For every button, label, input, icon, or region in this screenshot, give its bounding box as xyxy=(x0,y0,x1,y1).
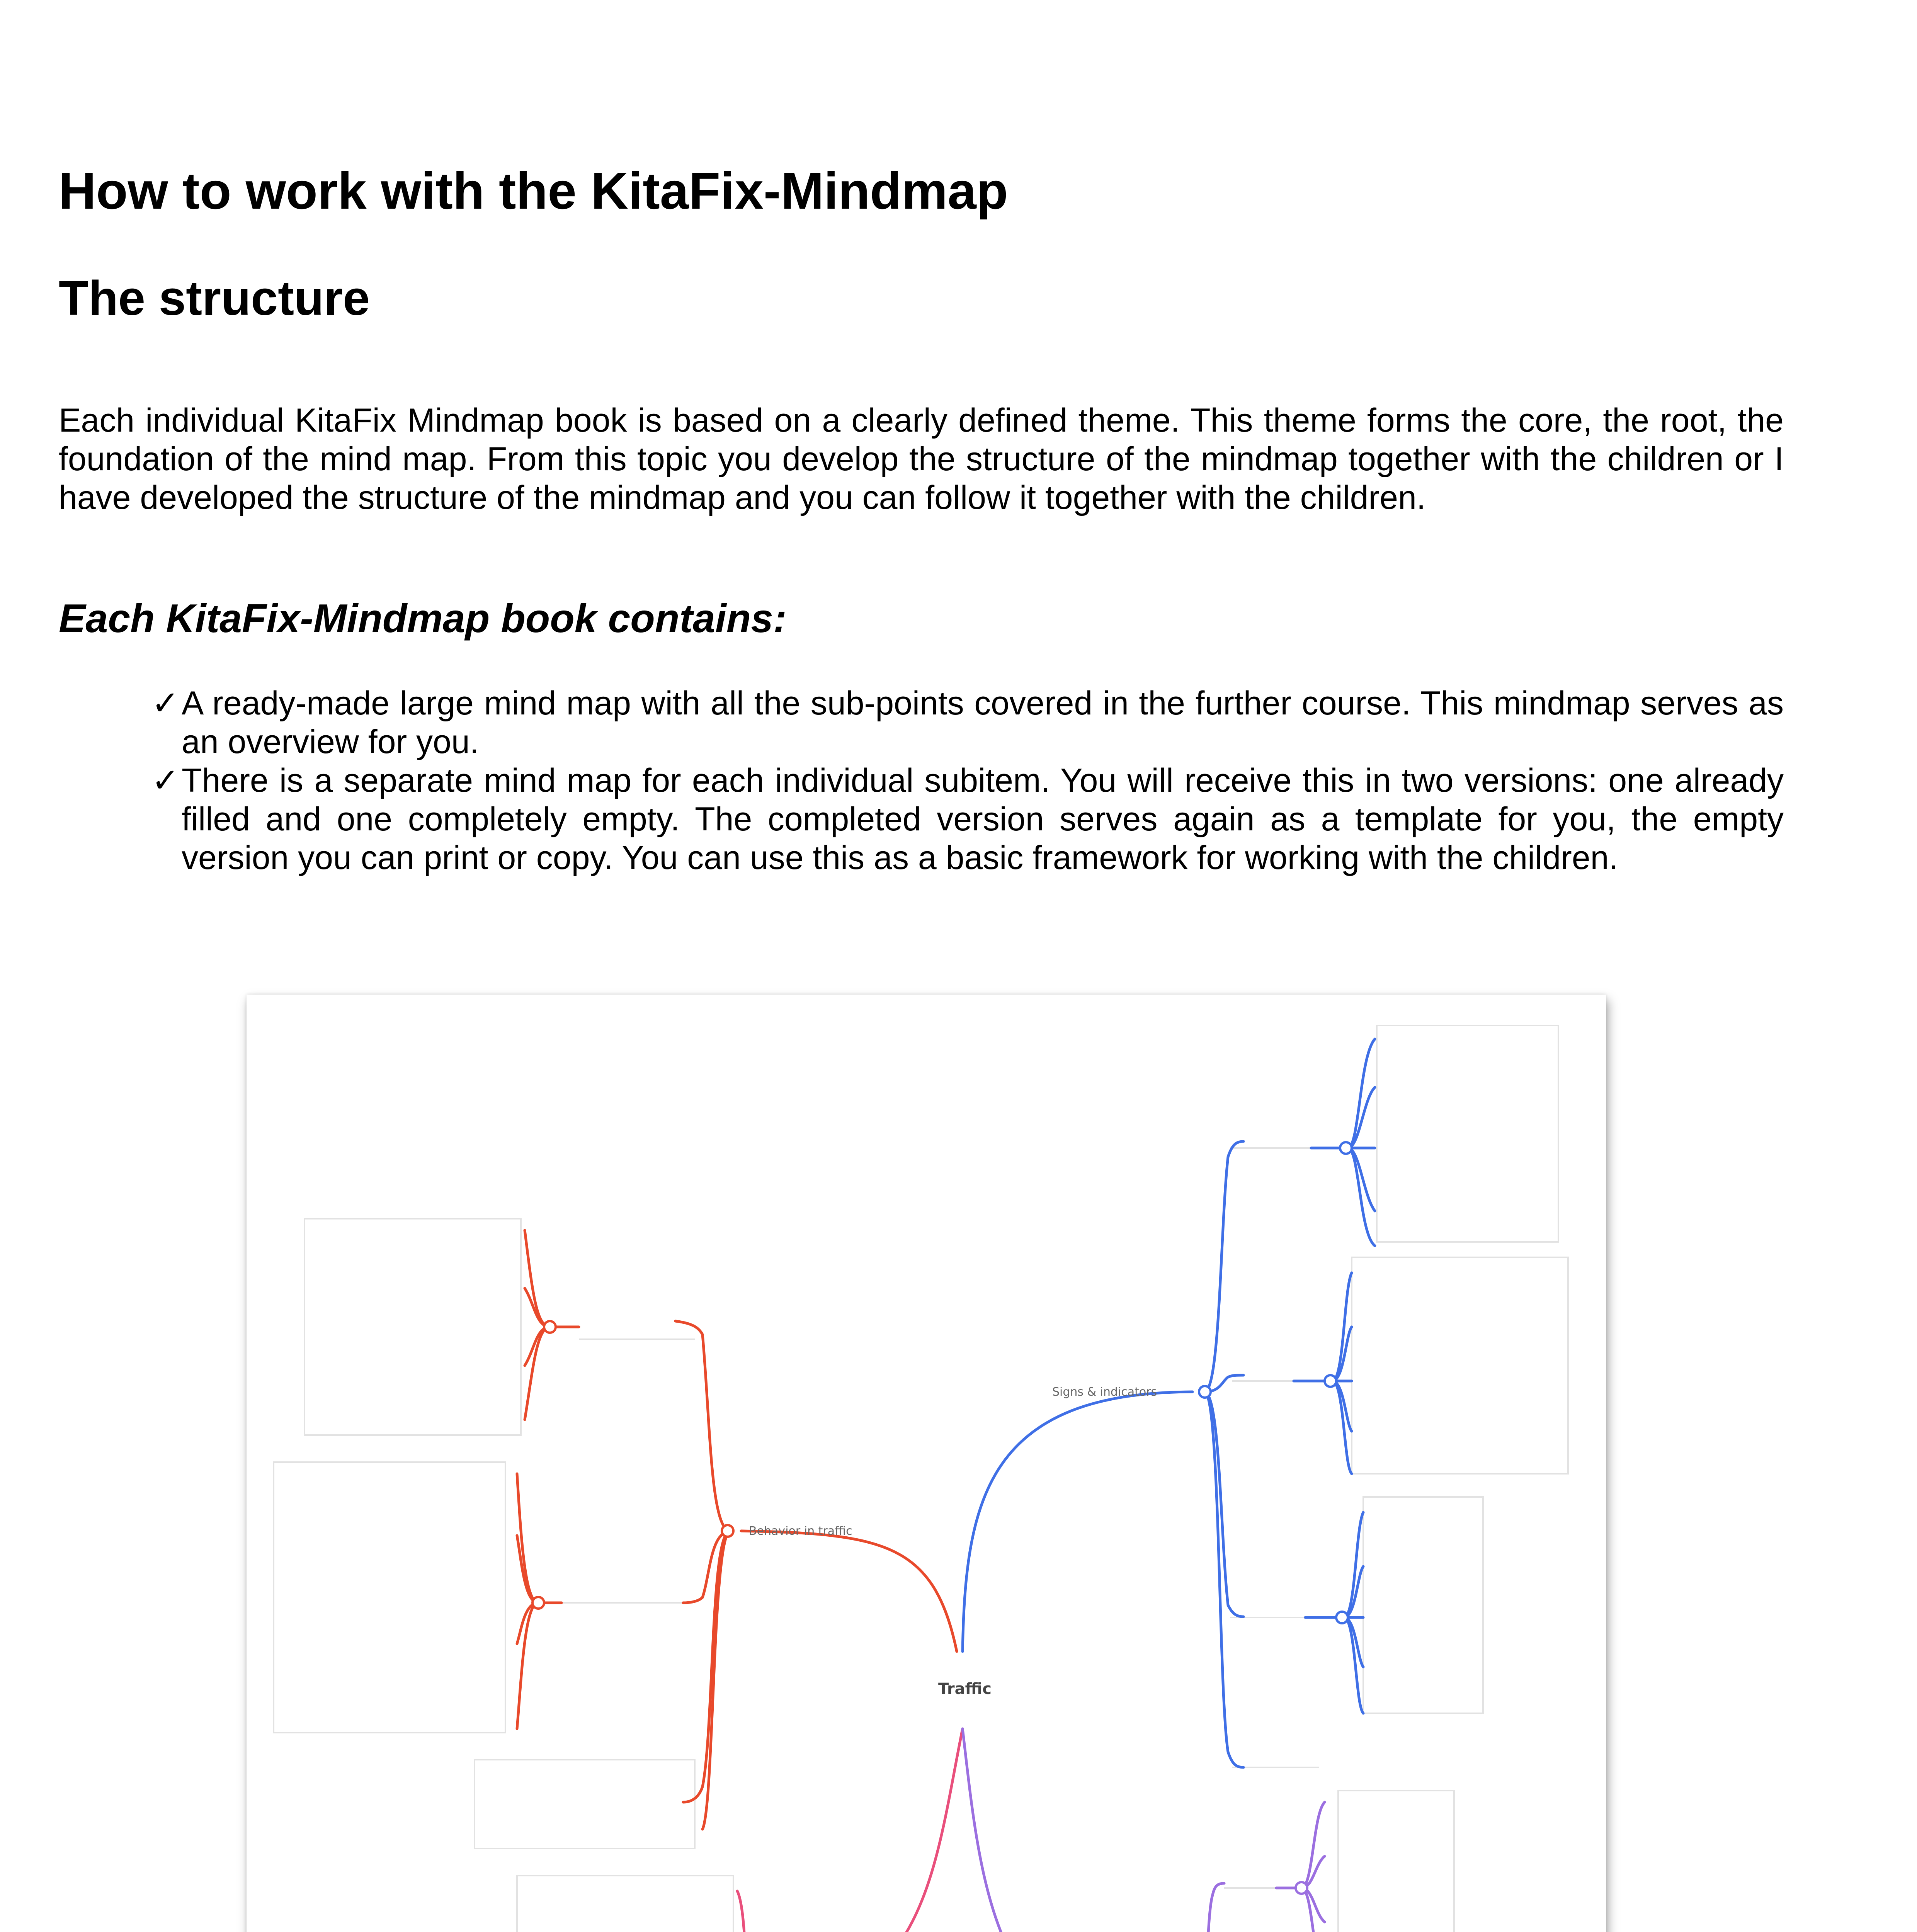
checkmark-icon: ✓ xyxy=(151,685,180,722)
empty-box xyxy=(475,1760,695,1849)
node-circle xyxy=(722,1525,733,1537)
empty-box xyxy=(274,1462,505,1733)
checkmark-icon: ✓ xyxy=(151,762,180,799)
mindmap-figure xyxy=(247,995,1606,1932)
empty-boxes xyxy=(274,1026,1568,1932)
branch-signs-line xyxy=(963,1392,1192,1651)
empty-box xyxy=(1338,1791,1454,1932)
branch-road-safety-line xyxy=(759,1729,963,1932)
branch-label: Behavior in traffic xyxy=(749,1524,852,1538)
node-circle xyxy=(1199,1386,1211,1398)
node-circle xyxy=(1325,1375,1336,1387)
empty-box xyxy=(1363,1497,1483,1713)
page-title: How to work with the KitaFix-Mindmap xyxy=(59,162,1008,220)
contents-heading: Each KitaFix-Mindmap book contains: xyxy=(59,596,787,641)
list-item xyxy=(151,684,1784,761)
node-circle xyxy=(1340,1142,1352,1154)
branch-label: Signs & indicators xyxy=(1052,1385,1157,1399)
node-circle xyxy=(1336,1612,1348,1623)
empty-box xyxy=(579,1331,695,1339)
empty-box xyxy=(304,1219,521,1435)
branch-behavior-line xyxy=(741,1531,957,1651)
intro-paragraph: Each individual KitaFix Mindmap book is based on a clearly defined theme. This theme forms the core, the root, the foundation of the mind map. From this topic you develop the structure of the mindmap together with the children or I have developed the structure of the mindmap and you can follow it together with the children. xyxy=(59,402,1784,516)
section-heading: The structure xyxy=(59,271,370,325)
list-item-text: There is a separate mind map for each individual subitem. You will receive this in two versions: one already filled and one completely empty. The completed version serves again as a template for you, the empty version you can print or copy. You can use this as a basic framework for working with the children. xyxy=(182,762,1784,876)
node-circle xyxy=(1296,1882,1307,1894)
road-safety-subtree xyxy=(737,1891,759,1932)
node-circle xyxy=(544,1321,556,1333)
empty-box xyxy=(1377,1026,1558,1242)
node-circle xyxy=(532,1597,544,1609)
list-item-text: A ready-made large mind map with all the sub-points covered in the further course. This mindmap serves as an overview for you. xyxy=(182,685,1784,760)
branch-vehicles-line xyxy=(963,1729,1181,1932)
contents-list xyxy=(151,684,1784,877)
mindmap-diagram xyxy=(247,995,1606,1932)
list-item xyxy=(151,761,1784,877)
empty-box xyxy=(517,1876,733,1932)
root-label: Traffic xyxy=(938,1680,992,1698)
empty-box xyxy=(1352,1257,1568,1474)
